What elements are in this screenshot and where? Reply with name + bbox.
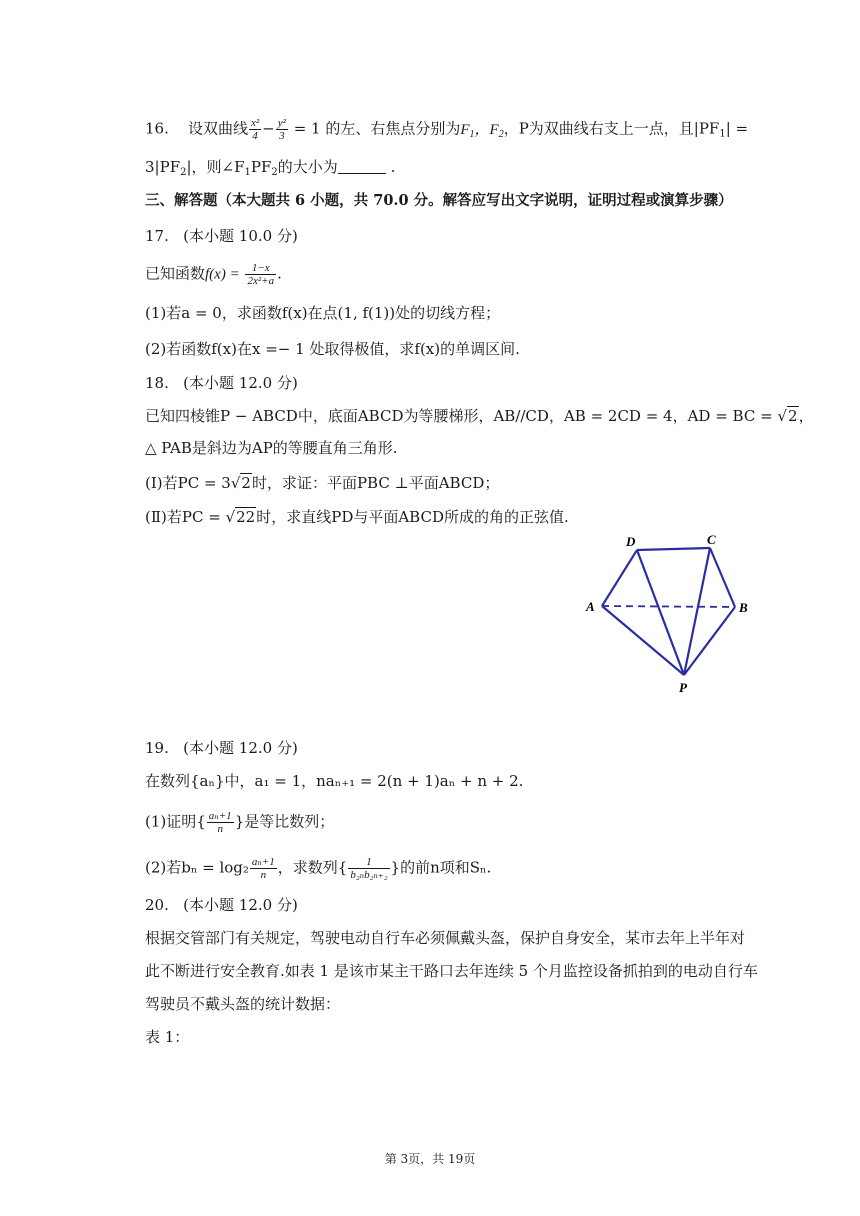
- q19-part2-c: }的前n项和Sₙ.: [390, 858, 492, 877]
- edge-ad: [602, 550, 637, 606]
- label-c: C: [707, 532, 716, 547]
- edge-ab-dashed: [602, 606, 735, 607]
- q17-score: (本小题 10.0 分): [183, 227, 298, 245]
- q16-text-a: 设双曲线: [187, 119, 248, 138]
- q19-part2: [145, 856, 491, 881]
- q19-part1-a: (1)证明{: [145, 812, 206, 831]
- q19-part2-frac1: $\frac{\text{aₙ+1}}{n}$: [251, 856, 275, 881]
- q19-stem: 在数列{aₙ}中，a₁ = 1，naₙ₊₁ = 2(n + 1)aₙ + n + 2.: [145, 772, 524, 790]
- q18-part2-b: 时，求直线PD与平面ABCD所成的角的正弦值.: [256, 508, 569, 526]
- q19-part2-frac2: $\frac{1}{\text{b₂ₙb₂ₙ₊₂}}$: [350, 856, 388, 881]
- q16-minus: −: [262, 119, 275, 138]
- q18-part2-a: (Ⅱ)若PC =: [145, 508, 221, 526]
- q20-line3: 驾驶员不戴头盔的统计数据：: [145, 995, 341, 1013]
- q17-frac: $\frac{1-x}{\text{2x²+a}}$: [247, 262, 275, 287]
- q16-frac1: $\frac{\text{x²}}{4}$: [250, 117, 260, 142]
- q17-stem: [145, 262, 282, 287]
- q17-fx: f(x) =: [205, 266, 240, 283]
- q20-score: (本小题 12.0 分): [183, 896, 298, 914]
- label-b: B: [739, 600, 748, 615]
- q18-stem1-end: ，: [798, 407, 814, 425]
- q16-line2-c: PF: [250, 158, 272, 176]
- q16-line2-b: |，则∠F: [186, 158, 245, 176]
- answer-blank: [338, 159, 386, 174]
- q18-stem1-text: 已知四棱锥P − ABCD中，底面ABCD为等腰梯形，AB//CD，AB = 2CD = 4，AD = BC =: [145, 407, 773, 425]
- q19-part1-frac: $\frac{\text{aₙ+1}}{n}$: [208, 810, 232, 835]
- q19-part2-a: (2)若bₙ = log₂: [145, 858, 249, 877]
- q20-line1: 根据交管部门有关规定，驾驶电动自行车必须佩戴头盔，保护自身安全，某市去年上半年对: [145, 929, 746, 947]
- page-footer: 第 3页，共 19页: [384, 1152, 476, 1166]
- q20-line2: 此不断进行安全教育.如表 1 是该市某主干路口去年连续 5 个月监控设备抓拍到的电动自行车: [145, 962, 758, 980]
- q18-stem1-sqrt: 2: [788, 407, 798, 425]
- q17-header: [145, 226, 298, 246]
- q20-table-label: 表 1：: [145, 1028, 190, 1046]
- edge-cb: [710, 548, 735, 607]
- q16-text-c: ，P为双曲线右支上一点，且|PF: [503, 119, 720, 138]
- q18-part1: (Ⅰ)若PC = 3√2时，求证：平面PBC ⊥平面ABCD；: [145, 474, 500, 492]
- q16-line2-e: .: [385, 158, 396, 176]
- q16-number: 16.: [145, 119, 169, 138]
- section-heading: 三、解答题（本大题共 6 小题，共 70.0 分。解答应写出文字说明，证明过程或演算步骤）: [145, 192, 733, 209]
- q19-header: [145, 738, 298, 758]
- q18-part1-a: (Ⅰ)若PC = 3: [145, 474, 231, 492]
- q16-line2: $3|PF_2|$，则$\angle F_1PF_2$的大小为 .: [145, 158, 396, 178]
- q17-number: 17.: [145, 227, 169, 245]
- q18-stem2: △ PAB是斜边为AP的等腰直角三角形.: [145, 439, 398, 457]
- q16-text-b: = 1 的左、右焦点分别为: [293, 119, 461, 138]
- q18-score: (本小题 12.0 分): [183, 374, 298, 392]
- q19-part1: [145, 810, 334, 835]
- q17-part2: (2)若函数f(x)在x =− 1 处取得极值，求f(x)的单调区间.: [145, 340, 520, 358]
- q20-header: [145, 895, 298, 915]
- q18-number: 18.: [145, 374, 169, 392]
- label-d: D: [626, 534, 636, 549]
- q18-part1-sqrt: 2: [241, 474, 251, 492]
- q19-part1-b: }是等比数列；: [234, 812, 335, 831]
- q19-part2-b: ，求数列{: [277, 858, 348, 877]
- pyramid-figure: [580, 530, 760, 700]
- q17-stem-a: 已知函数: [145, 264, 206, 283]
- q18-part1-b: 时，求证：平面PBC ⊥平面ABCD；: [251, 474, 500, 492]
- q17-part1: (1)若a = 0，求函数f(x)在点(1, f(1))处的切线方程；: [145, 304, 501, 322]
- q18-part2-sqrt: 22: [236, 508, 256, 526]
- q18-part2: (Ⅱ)若PC = √22时，求直线PD与平面ABCD所成的角的正弦值.: [145, 508, 569, 526]
- q18-stem1: 已知四棱锥P − ABCD中，底面ABCD为等腰梯形，AB//CD，AB = 2CD = 4，AD = BC = √2，: [145, 407, 814, 425]
- q17-stem-end: .: [277, 264, 282, 283]
- q19-number: 19.: [145, 739, 169, 757]
- q16-frac2: $\frac{\text{y²}}{3}$: [277, 117, 286, 142]
- label-p: P: [679, 680, 687, 695]
- edge-dc: [637, 548, 710, 550]
- q16-line1: 16. 设双曲线 $\frac{\text{x²}}{4}$ − $\frac{\text{y²}}{3}$ = 1 的左、右焦点分别为$F_1$，$F_2$，P为双曲线右支上一点，且$|PF_1|$ =: [145, 117, 749, 142]
- q16-line2-a: 3|PF: [145, 158, 181, 176]
- q18-header: [145, 373, 298, 393]
- q16-text-d: | =: [725, 119, 749, 138]
- q19-score: (本小题 12.0 分): [183, 739, 298, 757]
- label-a: A: [586, 599, 595, 614]
- q20-number: 20.: [145, 896, 169, 914]
- q16-line2-d: 的大小为: [277, 158, 338, 176]
